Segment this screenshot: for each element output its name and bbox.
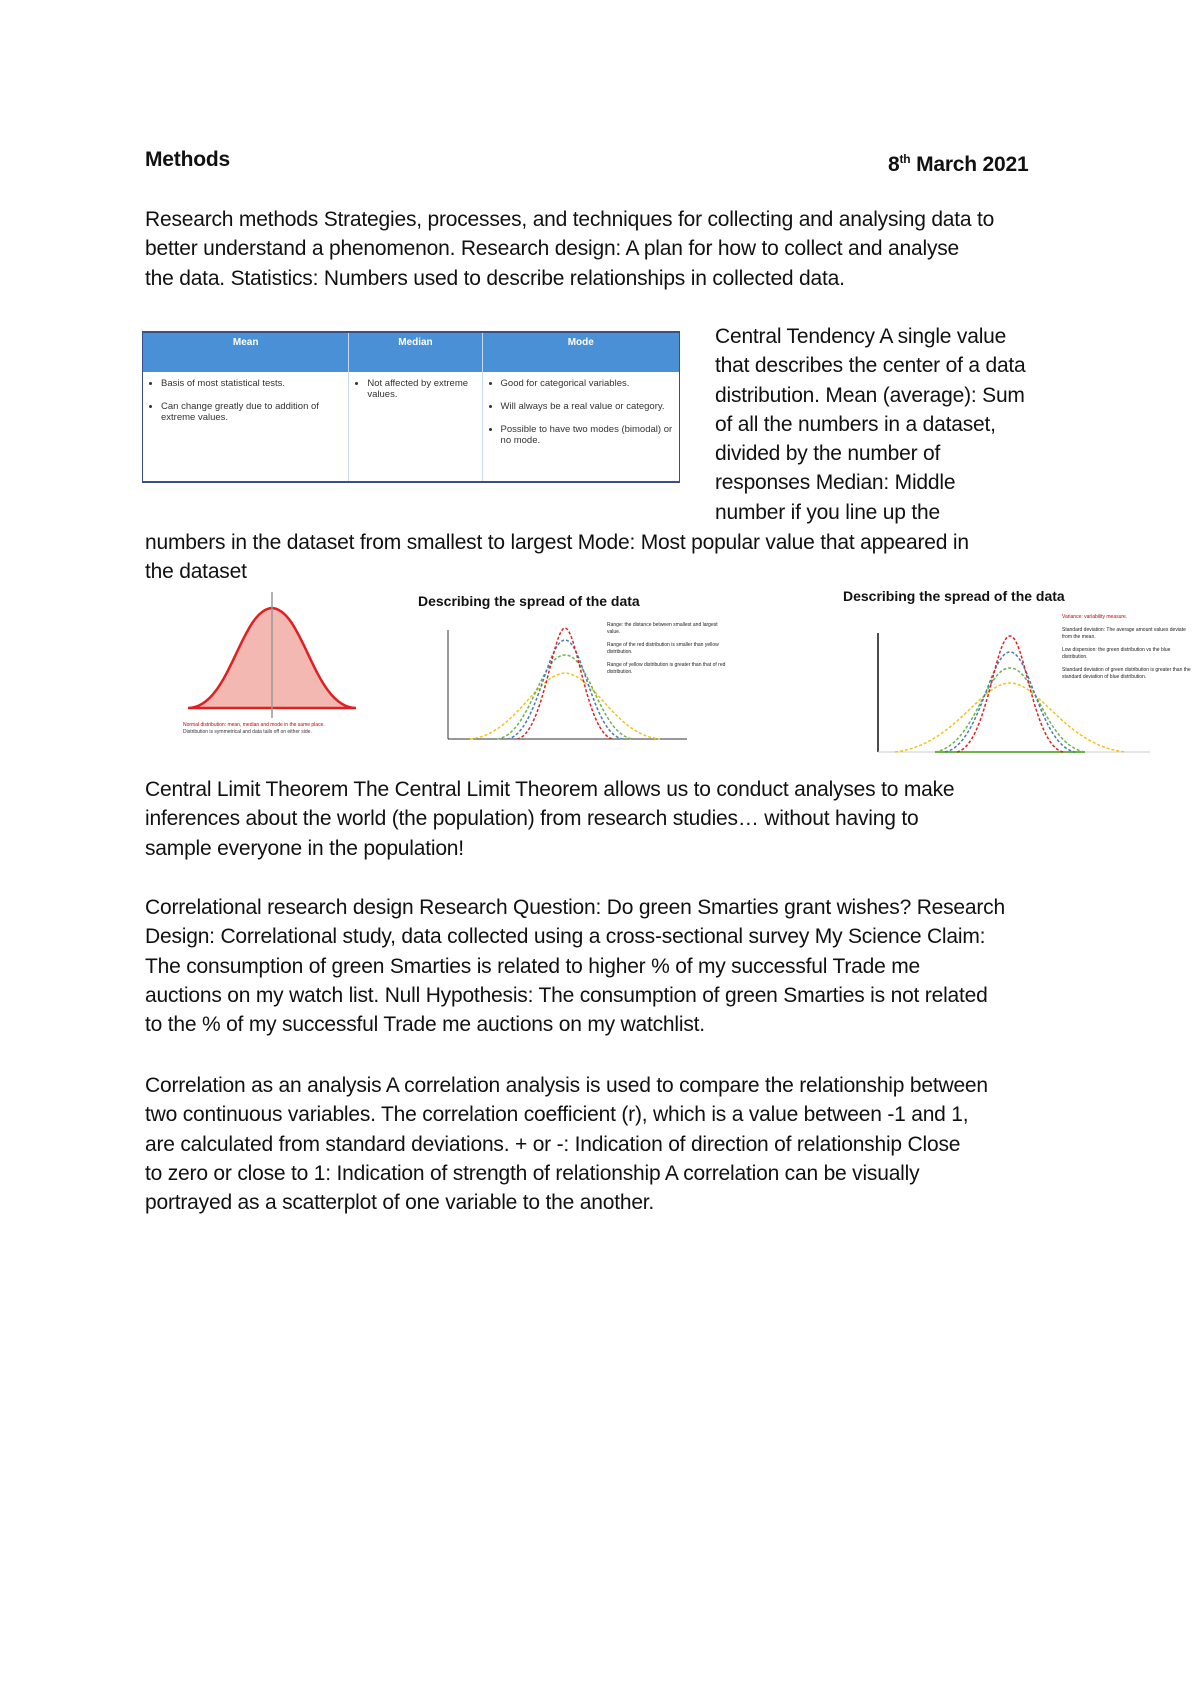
text-line: The consumption of green Smarties is related to higher % of my successful Trade me [145, 954, 920, 978]
blue-curve [945, 652, 1075, 752]
red-curve [957, 636, 1063, 752]
text-line: sample everyone in the population! [145, 836, 464, 860]
paragraph-central-tendency-cont [145, 528, 969, 587]
text-line: divided by the number of [715, 442, 941, 466]
fig1-caption [183, 722, 373, 736]
paragraph-central-tendency [715, 322, 1026, 527]
text-line: to the % of my successful Trade me auctions on my watchlist. [145, 1013, 705, 1037]
date-suffix: th [899, 152, 911, 166]
text-line: Design: Correlational study, data collected using a cross-sectional survey My Science Claim: [145, 925, 986, 949]
text-line: auctions on my watch list. Null Hypothesis: The consumption of green Smarties is not related [145, 983, 988, 1007]
red-curve [517, 628, 613, 739]
header-median: Median [349, 332, 482, 372]
text-line: Central Limit Theorem The Central Limit Theorem allows us to conduct analyses to make [145, 778, 955, 801]
text-line: numbers in the dataset from smallest to largest Mode: Most popular value that appeared in [145, 531, 969, 554]
text-line: responses Median: Middle [715, 471, 956, 495]
paragraph-clt [145, 775, 954, 863]
fig3-notes [1062, 614, 1197, 681]
note-line: Range: the distance between smallest and largest value. [607, 622, 718, 635]
note-line: Range of the red distribution is smaller than yellow distribution. [607, 642, 719, 655]
doc-date [888, 145, 1028, 179]
yellow-curve [470, 673, 660, 739]
text-line: Correlational research design Research Question: Do green Smarties grant wishes? Research [145, 896, 1005, 919]
cell-mean [143, 372, 349, 482]
date-day: 8 [888, 153, 900, 176]
doc-title: Methods [145, 148, 230, 171]
text-line: that describes the center of a data [715, 354, 1026, 378]
paragraph-research-methods [145, 205, 994, 293]
bullet: • Can change greatly due to addition of extreme values. [161, 401, 344, 423]
cell-median [349, 372, 482, 482]
bullet: • Will always be a real value or category. [501, 401, 675, 412]
text-line: Central Tendency A single value [715, 325, 1007, 348]
fig2-notes [607, 622, 727, 676]
text-line: the data. Statistics: Numbers used to describe relationships in collected data. [145, 266, 845, 290]
bullet: • Possible to have two modes (bimodal) or no mode. [501, 424, 675, 446]
date-rest: March 2021 [916, 153, 1029, 176]
note-line: Low dispersion: the green distribution vs the blue distribution. [1062, 647, 1171, 660]
fig2-title: Describing the spread of the data [418, 593, 640, 609]
text-line: Research methods Strategies, processes, and techniques for collecting and analysing data to [145, 208, 995, 231]
text-line: of all the numbers in a dataset, [715, 412, 996, 436]
bullet: • Basis of most statistical tests. [161, 378, 344, 389]
normal-distribution-figure [180, 590, 370, 720]
fig3-title: Describing the spread of the data [843, 588, 1065, 604]
text-line: the dataset [145, 560, 247, 584]
text-line: better understand a phenomenon. Research design: A plan for how to collect and analyse [145, 237, 960, 261]
caption-line: Distribution is symmetrical and data tails off on either side. [183, 729, 312, 735]
paragraph-correlation-analysis [145, 1071, 988, 1217]
text-line: two continuous variables. The correlation coefficient (r), which is a value between -1 and 1, [145, 1103, 969, 1127]
note-line: Standard deviation: The average amount values deviate from the mean. [1062, 627, 1186, 640]
central-tendency-table [142, 331, 680, 483]
note-line: Standard deviation of green distribution is greater than the standard deviation of blue distribution. [1062, 667, 1191, 680]
text-line: Correlation as an analysis A correlation analysis is used to compare the relationship between [145, 1074, 988, 1097]
text-line: to zero or close to 1: Indication of strength of relationship A correlation can be visually [145, 1161, 920, 1185]
text-line: number if you line up the [715, 500, 940, 524]
note-line: Variance: variability measure. [1062, 614, 1128, 620]
header-mean: Mean [143, 332, 349, 372]
text-line: distribution. Mean (average): Sum [715, 383, 1025, 407]
text-line: are calculated from standard deviations. + or -: Indication of direction of relationship Close [145, 1132, 961, 1156]
text-line: inferences about the world (the population) from research studies… without having to [145, 807, 919, 831]
paragraph-correlational-design [145, 893, 1005, 1039]
caption-line: Normal distribution: mean, median and mode in the same place. [183, 722, 325, 728]
header-mode: Mode [482, 332, 679, 372]
yellow-curve [895, 683, 1125, 752]
bullet: • Good for categorical variables. [501, 378, 675, 389]
cell-mode [482, 372, 679, 482]
bullet: • Not affected by extreme values. [367, 378, 477, 400]
text-line: portrayed as a scatterplot of one variable to the another. [145, 1191, 655, 1215]
note-line: Range of yellow distribution is greater than that of red distribution. [607, 662, 726, 675]
